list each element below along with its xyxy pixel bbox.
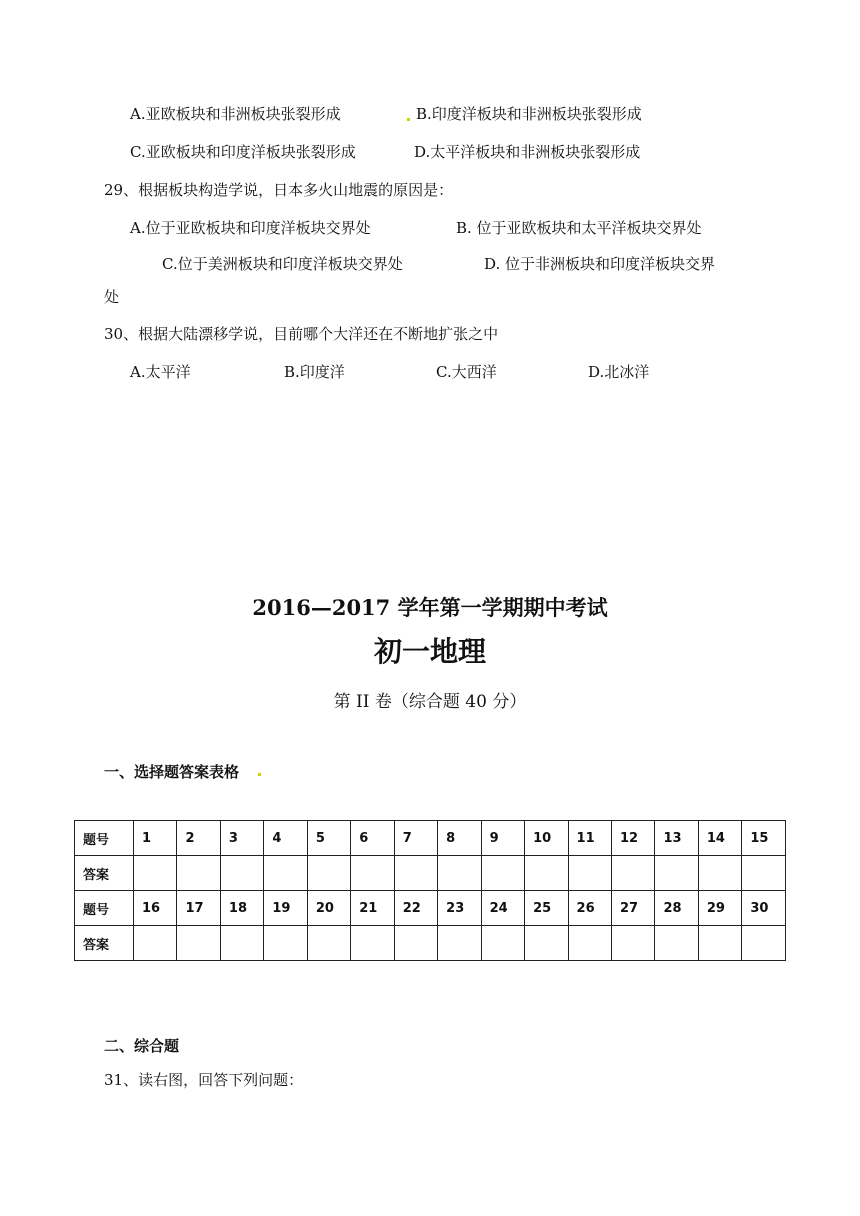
answer-cell[interactable] — [655, 856, 698, 891]
q28-option-c: C.亚欧板块和印度洋板块张裂形成 — [130, 143, 356, 161]
number-cell: 24 — [481, 891, 524, 926]
q29-option-d-wrap: 处 — [104, 288, 120, 306]
number-cell: 1 — [134, 821, 177, 856]
q29-stem: 29、根据板块构造学说，日本多火山地震的原因是： — [104, 181, 454, 199]
number-cell: 3 — [220, 821, 263, 856]
q29-option-d: D. 位于非洲板块和印度洋板块交界 — [484, 255, 716, 273]
number-cell: 5 — [307, 821, 350, 856]
answer-cell[interactable] — [655, 926, 698, 961]
number-cell: 2 — [177, 821, 220, 856]
number-cell: 9 — [481, 821, 524, 856]
number-cell: 8 — [438, 821, 481, 856]
highlight-mark — [258, 773, 261, 776]
number-cell: 11 — [568, 821, 611, 856]
section1-heading: 一、选择题答案表格 — [104, 763, 240, 781]
number-cell: 13 — [655, 821, 698, 856]
answer-label-cell: 答案 — [75, 926, 134, 961]
number-cell: 22 — [394, 891, 437, 926]
answer-cell[interactable] — [307, 856, 350, 891]
answer-cell[interactable] — [698, 926, 741, 961]
q28-option-b: B.印度洋板块和非洲板块张裂形成 — [416, 105, 642, 123]
q28-option-a: A.亚欧板块和非洲板块张裂形成 — [130, 105, 341, 123]
q30-option-b: B.印度洋 — [284, 363, 345, 381]
answer-cell[interactable] — [481, 926, 524, 961]
q29-option-b: B. 位于亚欧板块和太平洋板块交界处 — [456, 219, 702, 237]
number-cell: 14 — [698, 821, 741, 856]
answer-cell[interactable] — [742, 926, 786, 961]
answer-cell[interactable] — [698, 856, 741, 891]
answer-cell[interactable] — [438, 856, 481, 891]
number-cell: 23 — [438, 891, 481, 926]
answer-cell[interactable] — [264, 926, 307, 961]
number-cell: 17 — [177, 891, 220, 926]
answer-cell[interactable] — [611, 926, 654, 961]
answer-cell[interactable] — [742, 856, 786, 891]
answer-cell[interactable] — [264, 856, 307, 891]
answer-cell[interactable] — [611, 856, 654, 891]
answer-cell[interactable] — [134, 926, 177, 961]
table-row-answers-2 — [75, 926, 786, 961]
number-cell: 6 — [351, 821, 394, 856]
number-cell: 29 — [698, 891, 741, 926]
number-cell: 28 — [655, 891, 698, 926]
number-cell: 19 — [264, 891, 307, 926]
q30-option-d: D.北冰洋 — [588, 363, 650, 381]
number-cell: 30 — [742, 891, 786, 926]
answer-cell[interactable] — [134, 856, 177, 891]
number-cell: 20 — [307, 891, 350, 926]
number-cell: 18 — [220, 891, 263, 926]
q30-option-c: C.大西洋 — [436, 363, 497, 381]
answer-cell[interactable] — [568, 856, 611, 891]
answer-cell[interactable] — [525, 856, 568, 891]
answer-cell[interactable] — [177, 856, 220, 891]
q30-stem: 30、根据大陆漂移学说，目前哪个大洋还在不断地扩张之中 — [104, 325, 499, 343]
number-cell: 21 — [351, 891, 394, 926]
number-cell: 7 — [394, 821, 437, 856]
table-row-numbers-2 — [75, 891, 786, 926]
q29-option-a: A.位于亚欧板块和印度洋板块交界处 — [130, 219, 371, 237]
answer-cell[interactable] — [307, 926, 350, 961]
part-title: 第 II 卷（综合题 40 分） — [333, 692, 527, 712]
subject-title: 初一地理 — [373, 635, 486, 668]
q29-option-c: C.位于美洲板块和印度洋板块交界处 — [162, 255, 403, 273]
number-cell: 25 — [525, 891, 568, 926]
number-label-cell: 题号 — [75, 821, 134, 856]
answer-cell[interactable] — [568, 926, 611, 961]
number-cell: 10 — [525, 821, 568, 856]
number-cell: 4 — [264, 821, 307, 856]
highlight-mark — [407, 118, 410, 121]
answer-cell[interactable] — [177, 926, 220, 961]
q31-stem: 31、读右图，回答下列问题： — [104, 1071, 304, 1089]
number-cell: 12 — [611, 821, 654, 856]
table-row-answers-1 — [75, 856, 786, 891]
table-row-numbers-1 — [75, 821, 786, 856]
answer-table — [74, 820, 786, 961]
answer-cell[interactable] — [394, 856, 437, 891]
number-label-cell: 题号 — [75, 891, 134, 926]
exam-title: 2016—2017 学年第一学期期中考试 — [252, 595, 608, 620]
answer-cell[interactable] — [438, 926, 481, 961]
number-cell: 26 — [568, 891, 611, 926]
number-cell: 16 — [134, 891, 177, 926]
number-cell: 15 — [742, 821, 786, 856]
answer-cell[interactable] — [220, 856, 263, 891]
q28-option-d: D.太平洋板块和非洲板块张裂形成 — [414, 143, 641, 161]
section2-heading: 二、综合题 — [104, 1037, 180, 1055]
answer-label-cell: 答案 — [75, 856, 134, 891]
q30-option-a: A.太平洋 — [130, 363, 191, 381]
answer-cell[interactable] — [351, 856, 394, 891]
number-cell: 27 — [611, 891, 654, 926]
answer-cell[interactable] — [351, 926, 394, 961]
answer-cell[interactable] — [481, 856, 524, 891]
answer-cell[interactable] — [525, 926, 568, 961]
answer-cell[interactable] — [220, 926, 263, 961]
answer-cell[interactable] — [394, 926, 437, 961]
